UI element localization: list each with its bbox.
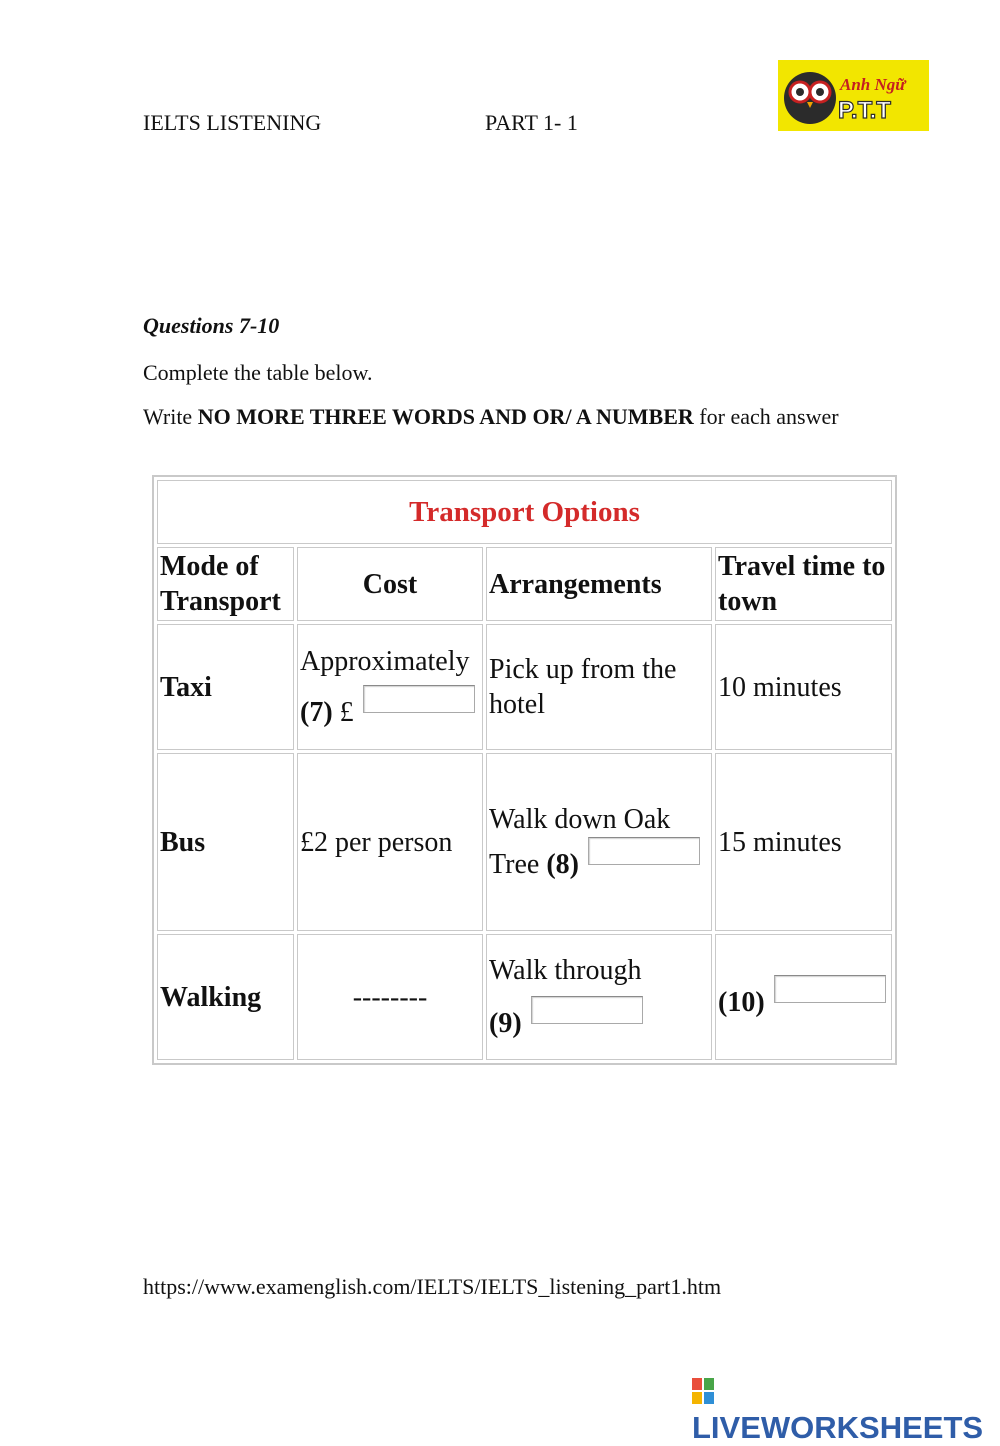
owl-icon <box>778 60 929 131</box>
question-number-10: (10) <box>718 986 765 1018</box>
instruction-pre: Write <box>143 404 198 429</box>
instruction-word-limit <box>143 404 883 430</box>
row-mode-taxi: Taxi <box>157 624 294 750</box>
arrangement-text: Walk down Oak Tree <box>489 804 671 880</box>
liveworksheets-icon <box>692 1378 714 1404</box>
logo-top-text: Anh Ngữ <box>840 75 906 94</box>
logo-bottom-text: P.T.T <box>838 97 891 124</box>
logo <box>778 60 929 131</box>
arrangement-text: Walk through <box>489 954 642 986</box>
row-mode-bus: Bus <box>157 753 294 931</box>
cell-arrangement-walking <box>486 934 712 1060</box>
question-number-7: (7) <box>300 696 333 728</box>
liveworksheets-brand <box>692 1374 1000 1446</box>
cell-cost-taxi <box>297 624 483 750</box>
cell-time-walking <box>715 934 892 1060</box>
header-cost: Cost <box>297 547 483 621</box>
table-row <box>157 934 892 1060</box>
cell-arrangement-bus <box>486 753 712 931</box>
header-mode: Mode of Transport <box>157 547 294 621</box>
cell-time-taxi: 10 minutes <box>715 624 892 750</box>
answer-input-7[interactable] <box>363 685 475 713</box>
answer-input-8[interactable] <box>588 837 700 865</box>
header-left-text: IELTS LISTENING <box>143 110 322 135</box>
header-travel-time: Travel time to town <box>715 547 892 621</box>
instruction-post: for each answer <box>693 404 839 429</box>
instruction-complete-table: Complete the table below. <box>143 360 373 385</box>
transport-table <box>152 475 897 1065</box>
questions-title: Questions 7-10 <box>143 313 280 338</box>
liveworksheets-text: LIVEWORKSHEETS <box>692 1410 984 1445</box>
header-part-text: PART 1- 1 <box>485 110 578 135</box>
table-row <box>157 624 892 750</box>
cost-text: Approximately <box>300 645 470 677</box>
answer-input-10[interactable] <box>774 975 886 1003</box>
table-title: Transport Options <box>157 480 892 544</box>
cell-cost-bus: £2 per person <box>297 753 483 931</box>
cell-cost-walking: -------- <box>297 934 483 1060</box>
instruction-bold: NO MORE THREE WORDS AND OR/ A NUMBER <box>197 404 694 429</box>
answer-input-9[interactable] <box>531 996 643 1024</box>
header-arrangements: Arrangements <box>486 547 712 621</box>
table-row <box>157 753 892 931</box>
cell-arrangement-taxi: Pick up from the hotel <box>486 624 712 750</box>
row-mode-walking: Walking <box>157 934 294 1060</box>
source-url: https://www.examenglish.com/IELTS/IELTS_listening_part1.htm <box>143 1274 722 1299</box>
question-number-9: (9) <box>489 1007 522 1039</box>
cell-time-bus: 15 minutes <box>715 753 892 931</box>
question-number-8: (8) <box>546 849 579 880</box>
pound-symbol: £ <box>332 696 354 728</box>
